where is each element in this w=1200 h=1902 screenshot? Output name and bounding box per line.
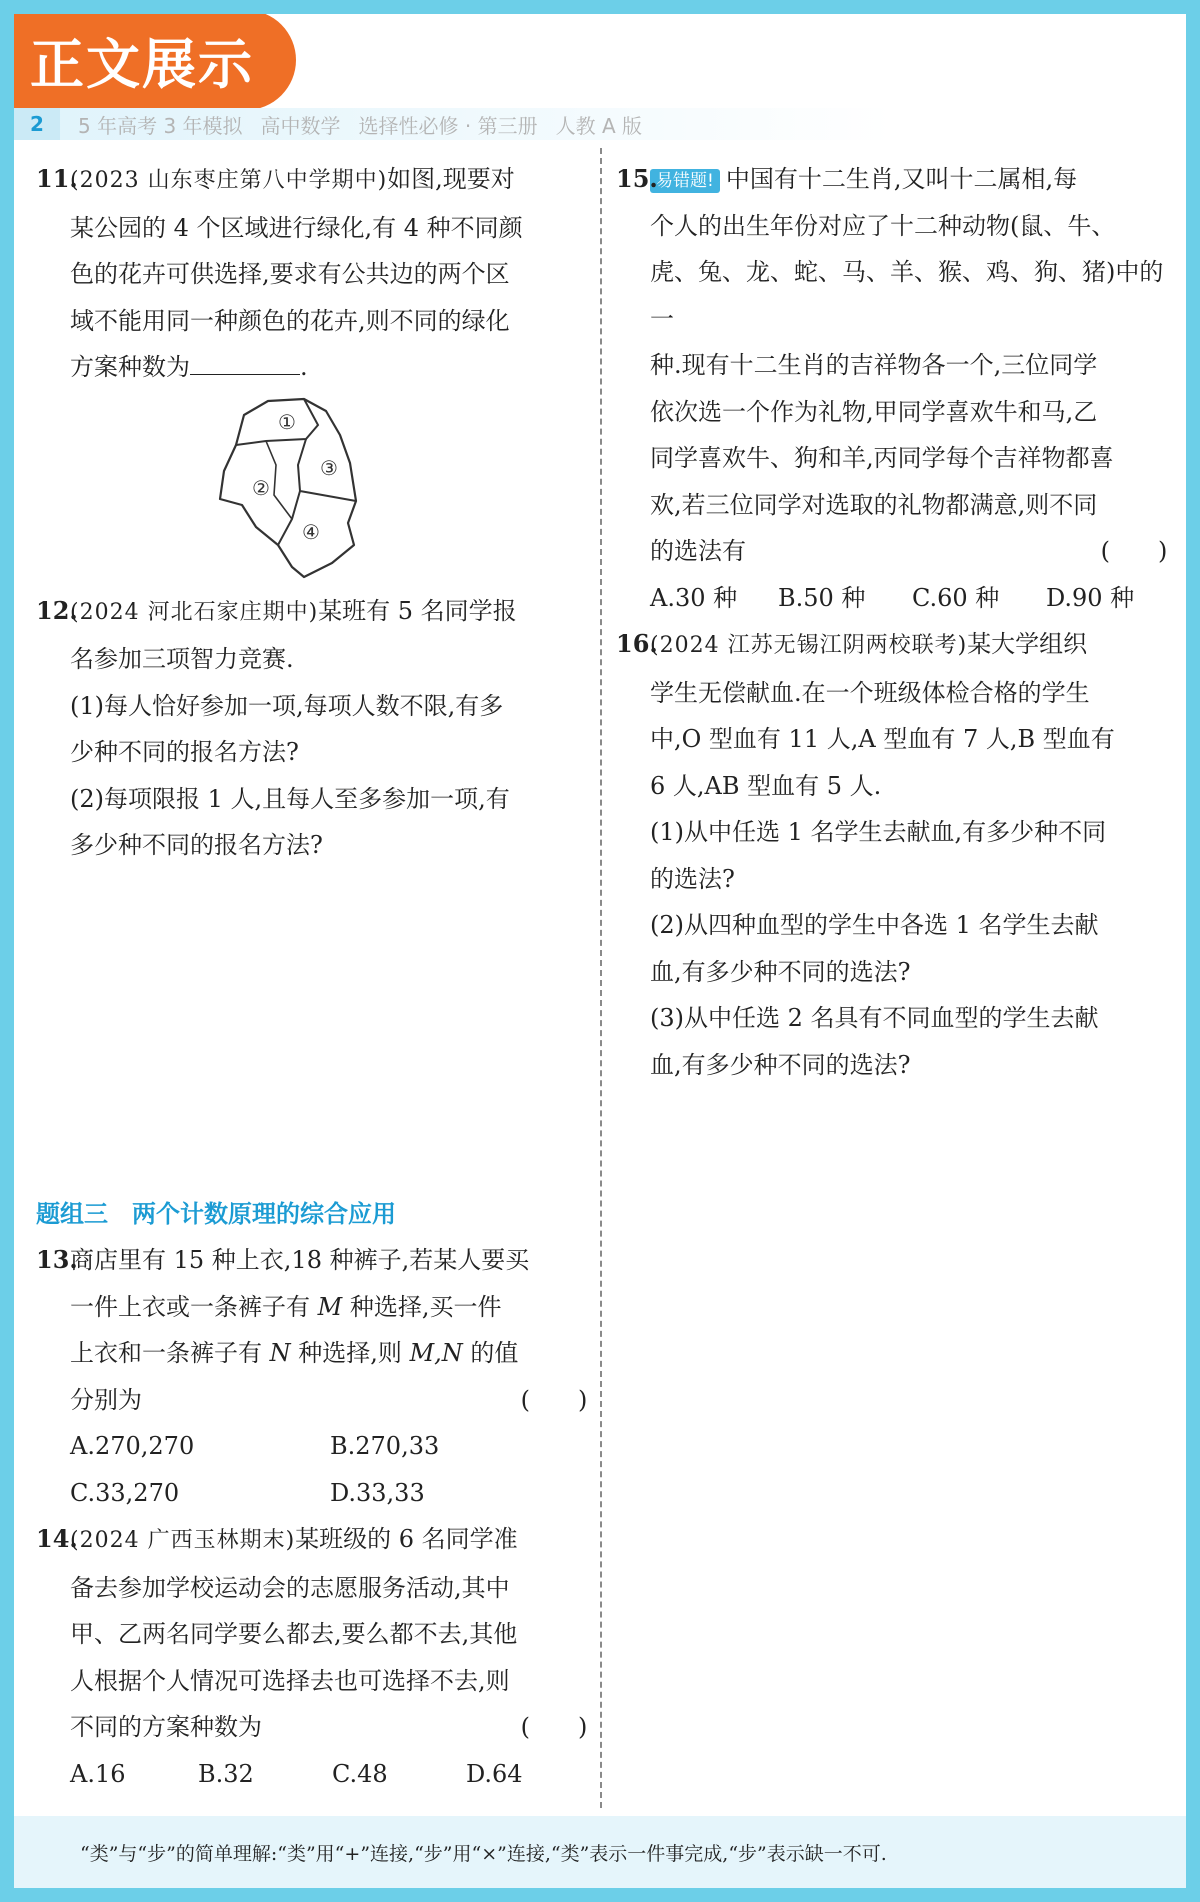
- section-banner: [14, 14, 296, 110]
- option-b: B.50 种: [778, 583, 866, 612]
- options-q13-row2: [36, 1470, 590, 1517]
- running-head-subject: 高中数学: [260, 113, 341, 138]
- running-head: [14, 108, 1186, 140]
- answer-blank: [190, 348, 300, 375]
- footer-text: “类”与“步”的简单理解:“类”用“+”连接,“步”用“×”连接,“类”表示一件事完成,“步”表示缺一不可.: [80, 1842, 887, 1865]
- answer-paren: ( ): [520, 1385, 588, 1414]
- option-c: C.48: [332, 1759, 388, 1788]
- question-11: 11. (2023 山东枣庄第八中学期中)如图,现要对 某公园的 4 个区域进行绿化,有 4 种不同颜 色的花卉可供选择,要求有公共边的两个区 域不能用同一种颜色的花卉,则不同的绿化 方案种数为 .: [36, 156, 590, 391]
- option-c: C.33,270: [70, 1478, 180, 1507]
- options-q13: [36, 1423, 590, 1470]
- column-divider: [600, 148, 602, 1808]
- option-a: A.16: [70, 1759, 126, 1788]
- question-source: (2024 河北石家庄期中): [70, 599, 319, 625]
- region-label-2: ②: [252, 475, 270, 500]
- option-b: B.270,33: [330, 1432, 440, 1460]
- region-label-4: ④: [302, 519, 320, 544]
- option-b: B.32: [198, 1759, 254, 1788]
- question-15: 15. 易错题! 中国有十二生肖,又叫十二属相,每 个人的出生年份对应了十二种动物(鼠、牛、 虎、兔、龙、蛇、马、羊、猴、鸡、狗、猪)中的一 种.现有十二生肖的吉祥物各一个,三位同学 依次选一个作为礼物,甲同学喜欢牛和马,乙 同学喜欢牛、狗和羊,丙同学每个吉祥物都喜 欢,若三位同学对选取的礼物都满意,则不同 的选法有 ( ): [616, 156, 1170, 575]
- banner-title: 正文展示: [30, 32, 254, 96]
- running-head-volume: 选择性必修 · 第三册: [358, 113, 538, 138]
- option-d: D.33,33: [330, 1478, 425, 1507]
- region-label-1: ①: [278, 409, 296, 434]
- question-12: 12. (2024 河北石家庄期中)某班有 5 名同学报 名参加三项智力竞赛. (1)每人恰好参加一项,每项人数不限,有多 少种不同的报名方法? (2)每项限报 1 人,且每人至多参加一项,有 多少种不同的报名方法?: [36, 588, 590, 869]
- option-a: A.30 种: [650, 583, 738, 612]
- section-heading: 题组三 两个计数原理的综合应用: [36, 1199, 396, 1228]
- question-number: 15.: [616, 164, 658, 193]
- question-16: 16. (2024 江苏无锡江阴两校联考)某大学组织 学生无偿献血.在一个班级体检合格的学生 中,O 型血有 11 人,A 型血有 7 人,B 型血有 6 人,AB 型血有 5 人. (1)从中任选 1 名学生去献血,有多少种不同 的选法? (2)从四种血型的学生中各选 1 名学生去献 血,有多少种不同的选法? (3)从中任选 2 名具有不同血型的学生去献 血,有多少种不同的选法?: [616, 621, 1170, 1088]
- question-14: 14. (2024 广西玉林期末)某班级的 6 名同学准 备去参加学校运动会的志愿服务活动,其中 甲、乙两名同学要么都去,要么都不去,其他 人根据个人情况可选择去也可选择不去,则 不同的方案种数为 ( ): [36, 1516, 590, 1751]
- error-prone-tag: 易错题!: [650, 169, 720, 193]
- option-d: D.64: [466, 1759, 523, 1788]
- page-number: 2: [14, 108, 60, 140]
- option-d: D.90 种: [1046, 583, 1135, 612]
- question-source: (2024 江苏无锡江阴两校联考): [650, 633, 968, 658]
- tip-footer: [14, 1816, 1186, 1888]
- answer-paren: ( ): [520, 1713, 588, 1741]
- option-c: C.60 种: [912, 583, 1000, 612]
- question-number: 12.: [36, 595, 78, 625]
- left-column: [36, 156, 590, 1797]
- answer-paren: ( ): [1100, 537, 1168, 565]
- park-region-map: [216, 395, 366, 580]
- question-13: 13. 商店里有 15 种上衣,18 种裤子,若某人要买 一件上衣或一条裤子有 M 种选择,买一件 上衣和一条裤子有 N 种选择,则 M,N 的值 分别为 ( ): [36, 1237, 590, 1423]
- page: [14, 14, 1186, 1888]
- region-label-3: ③: [320, 455, 338, 480]
- running-head-series: 5 年高考 3 年模拟: [78, 113, 243, 138]
- question-number: 16.: [616, 629, 658, 658]
- options-q15: [616, 575, 1170, 622]
- option-a: A.270,270: [70, 1432, 195, 1460]
- question-number: 11.: [36, 164, 78, 193]
- question-source: (2024 广西玉林期末): [70, 1528, 296, 1553]
- right-column: [616, 156, 1170, 1088]
- question-number: 14.: [36, 1524, 78, 1553]
- question-number: 13.: [36, 1245, 78, 1274]
- question-source: (2023 山东枣庄第八中学期中): [70, 168, 388, 193]
- running-head-edition: 人教 A 版: [555, 113, 643, 138]
- options-q14: [36, 1751, 590, 1798]
